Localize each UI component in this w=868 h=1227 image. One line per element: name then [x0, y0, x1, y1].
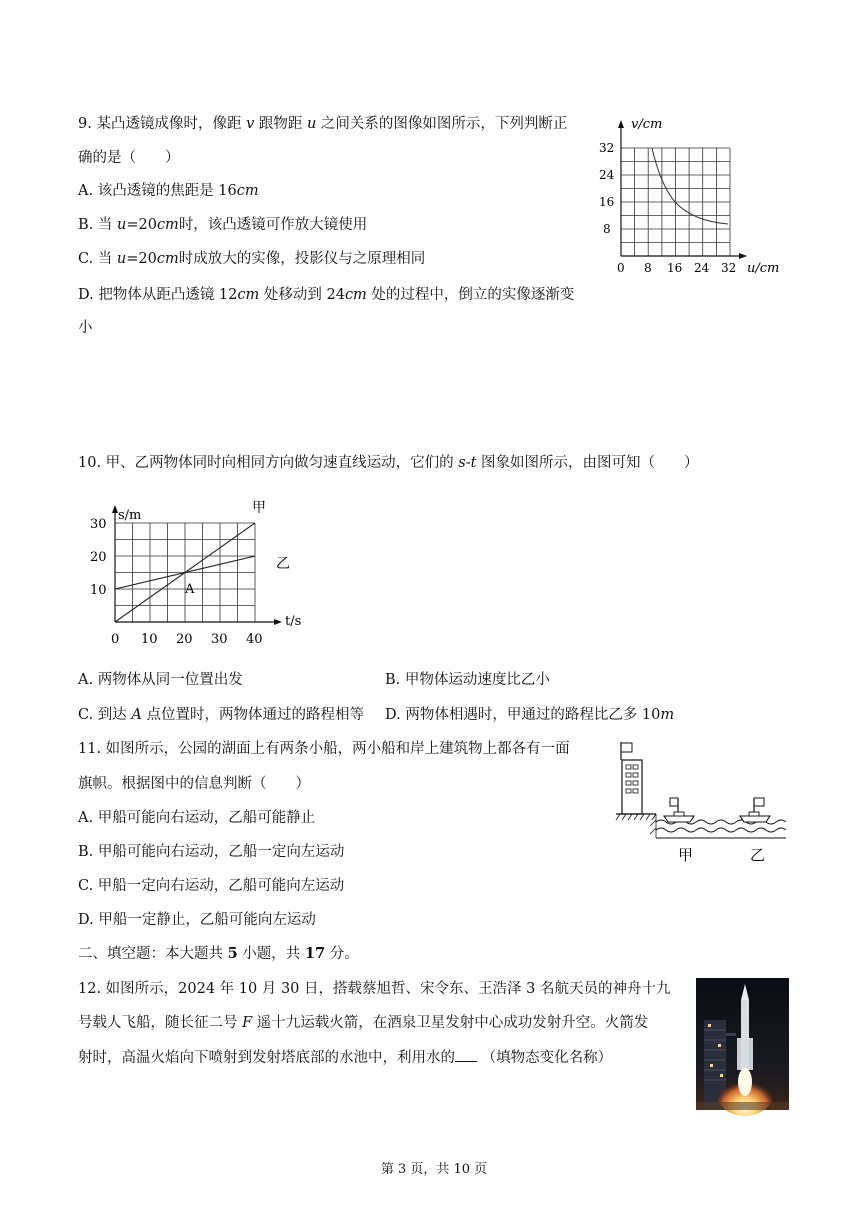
q10-option-d: D. 两物体相遇时，甲通过的路程比乙多 10m	[385, 707, 675, 723]
q9-xtick: 8	[644, 261, 652, 275]
q9-xtick: 24	[694, 261, 710, 275]
q9-xtick: 16	[667, 261, 683, 275]
q10-xtick: 20	[176, 632, 193, 647]
q10-stem: 10. 甲、乙两物体同时向相同方向做匀速直线运动，它们的 s-t 图象如图所示，由图可知（ ）	[78, 455, 699, 471]
q12-line1: 12. 如图所示，2024 年 10 月 30 日，搭载蔡旭哲、宋令东、王浩泽 3 名航天员的神舟十九	[78, 981, 671, 997]
q11-option-a: A. 甲船可能向右运动，乙船可能静止	[78, 810, 316, 826]
rocket-launch-photo	[696, 978, 789, 1110]
q9-option-c: C. 当 u=20cm时成放大的实像，投影仪与之原理相同	[78, 251, 426, 267]
q9-uv-graph	[595, 110, 795, 285]
q10-option-a: A. 两物体从同一位置出发	[78, 672, 243, 688]
q9-option-b: B. 当 u=20cm时，该凸透镜可作放大镜使用	[78, 217, 368, 233]
q9-stem-line1: 9. 某凸透镜成像时，像距 v 跟物距 u 之间关系的图像如图所示，下列判断正	[78, 116, 568, 132]
label-yi: 乙	[750, 846, 766, 864]
q10-option-b: B. 甲物体运动速度比乙小	[385, 672, 550, 688]
q10-x-label: t/s	[285, 614, 302, 629]
boat-yi-flag	[754, 798, 764, 806]
label-jia: 甲	[678, 846, 694, 864]
q10-ytick: 10	[90, 583, 107, 598]
q9-ytick: 16	[599, 195, 615, 209]
q9-stem-line2: 确的是（ ）	[78, 150, 180, 166]
answer-blank	[455, 1047, 477, 1062]
q9-x-arrow	[739, 253, 747, 259]
q10-y-label: s/m	[118, 508, 142, 523]
q10-xtick: 0	[111, 632, 120, 647]
q12-line3: 射时，高温火焰向下喷射到发射塔底部的水池中，利用水的 （填物态变化名称）	[78, 1047, 612, 1068]
q9-y-label: v/cm	[631, 117, 663, 132]
q9-xtick: 32	[721, 261, 737, 275]
q9-ytick: 32	[599, 141, 615, 155]
q9-ytick: 24	[599, 168, 615, 182]
q9-xtick: 0	[617, 261, 625, 275]
q11-stem-line2: 旗帜。根据图中的信息判断（ ）	[78, 776, 310, 792]
boat-yi	[740, 816, 770, 822]
q10-xtick: 10	[141, 632, 158, 647]
q11-stem-line1: 11. 如图所示，公园的湖面上有两条小船，两小船和岸上建筑物上都各有一面	[78, 741, 570, 757]
q10-label-A: A	[185, 582, 195, 597]
q11-option-b: B. 甲船可能向右运动，乙船一定向左运动	[78, 844, 345, 860]
q11-option-c: C. 甲船一定向右运动，乙船可能向左运动	[78, 878, 345, 894]
q10-label-yi: 乙	[276, 556, 290, 572]
building-flag	[621, 743, 632, 752]
q10-label-jia: 甲	[252, 500, 266, 516]
q10-ytick: 20	[90, 550, 107, 565]
q10-option-c: C. 到达 A 点位置时，两物体通过的路程相等	[78, 707, 364, 723]
q10-xtick: 30	[211, 632, 228, 647]
q9-x-label: u/cm	[747, 261, 780, 276]
q11-boats-figure	[612, 740, 792, 865]
q9-y-arrow	[618, 120, 624, 128]
q12-line2: 号载人飞船，随长征二号 F 遥十九运载火箭，在酒泉卫星发射中心成功发射升空。火箭发	[78, 1015, 649, 1031]
section-2-heading: 二、填空题：本大题共 5 小题，共 17 分。	[78, 945, 359, 962]
q9-option-a: A. 该凸透镜的焦距是 16cm	[78, 183, 259, 199]
building	[622, 760, 642, 814]
q10-st-graph	[80, 495, 310, 647]
q11-option-d: D. 甲船一定静止，乙船可能向左运动	[78, 912, 316, 928]
q10-ytick: 30	[90, 517, 107, 532]
q10-xtick: 40	[246, 632, 263, 647]
page-footer: 第 3 页，共 10 页	[380, 1162, 488, 1177]
boat-jia	[664, 816, 694, 822]
q9-ytick: 8	[603, 222, 611, 236]
boat-jia-flag	[670, 798, 678, 806]
q9-option-d: D. 把物体从距凸透镜 12cm 处移动到 24cm 处的过程中，倒立的实像逐渐变	[78, 287, 575, 303]
q10-x-arrow	[274, 619, 282, 625]
q9-option-d-cont: 小	[78, 320, 93, 336]
